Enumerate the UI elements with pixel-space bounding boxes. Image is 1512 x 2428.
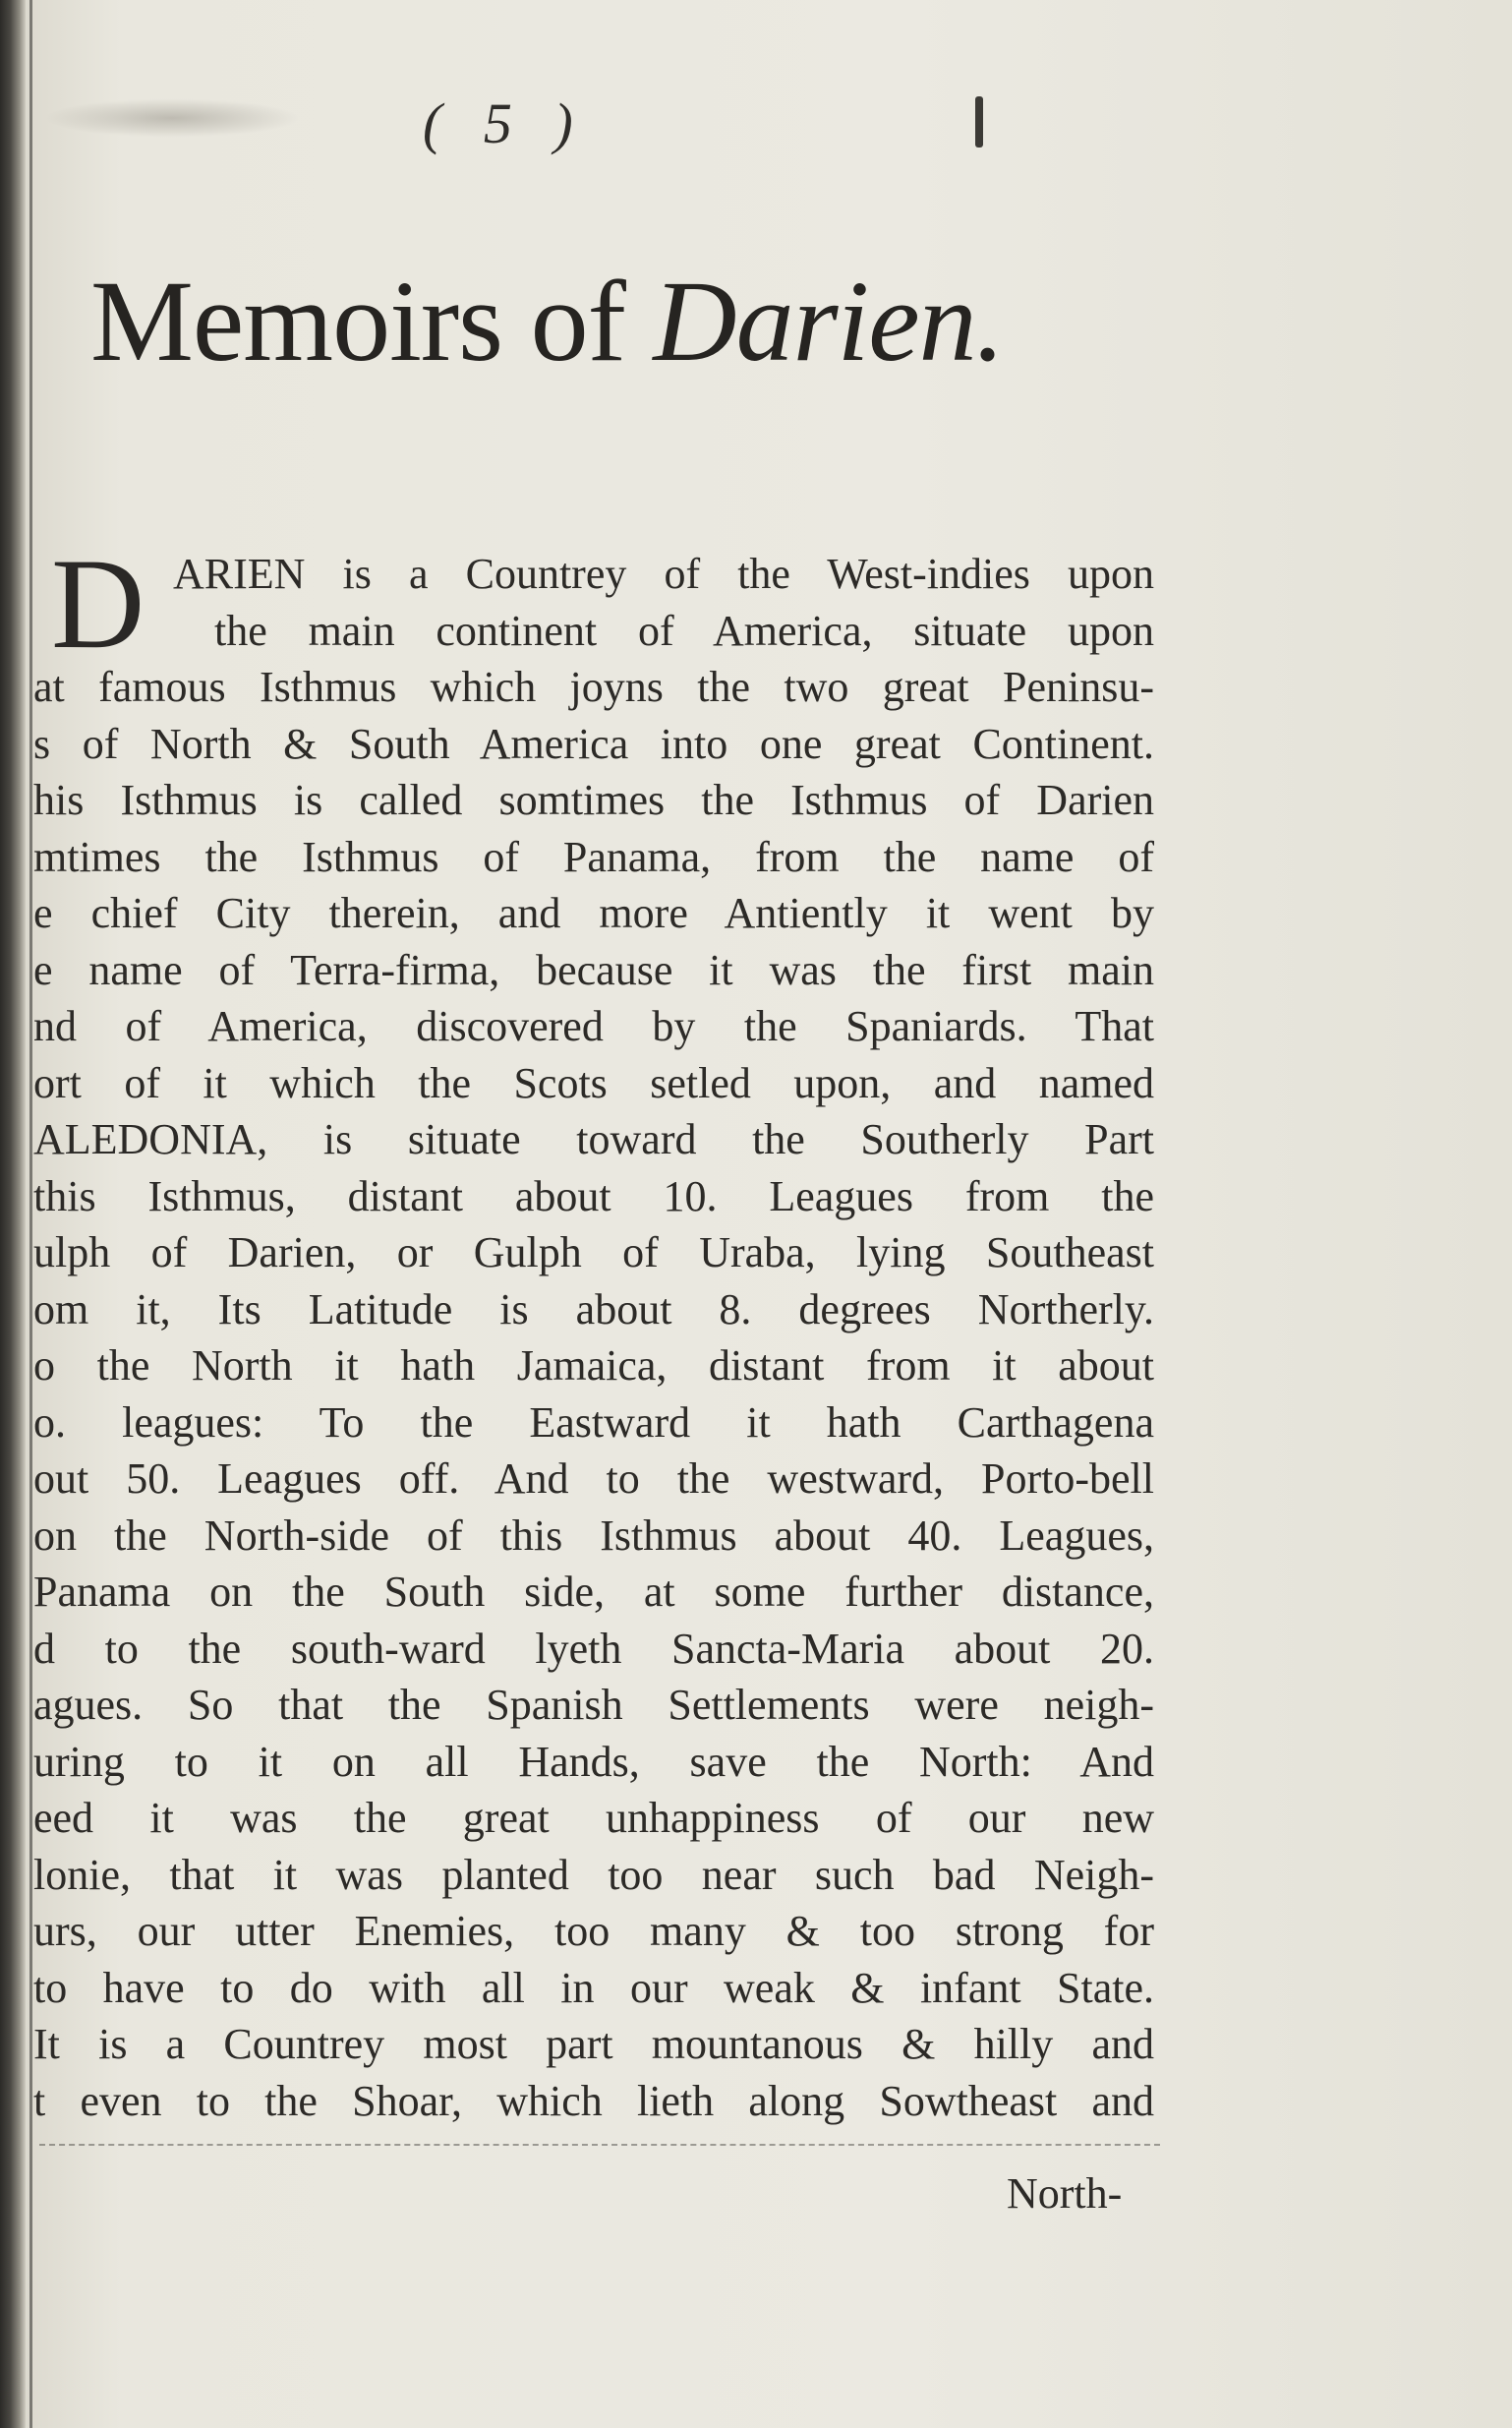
text-line: ort of it which the Scots setled upon, and named: [33, 1058, 1154, 1107]
page-number: ( 5 ): [423, 91, 587, 155]
text-line: e name of Terra-firma, because it was the first main: [33, 945, 1154, 994]
text-line: his Isthmus is called somtimes the Isthmus of Darien: [33, 776, 1154, 824]
text-line: this Isthmus, distant about 10. Leagues from the: [33, 1171, 1154, 1220]
binding-edge: [0, 0, 26, 2428]
text-line: eed it was the great unhappiness of our new: [33, 1794, 1154, 1842]
text-line: lonie, that it was planted too near such bad Neigh-: [33, 1850, 1154, 1899]
text-line: ARIEN is a Countrey of the West-indies upon: [173, 550, 1154, 598]
catchword: North-: [1007, 2169, 1123, 2218]
text-line: at famous Isthmus which joyns the two great Peninsu-: [33, 663, 1154, 711]
text-line: d to the south-ward lyeth Sancta-Maria about 20.: [33, 1624, 1154, 1673]
text-line: out 50. Leagues off. And to the westward, Porto-bell: [33, 1454, 1154, 1503]
text-line: ulph of Darien, or Gulph of Uraba, lying Southeast: [33, 1228, 1154, 1276]
text-line: t even to the Shoar, which lieth along Sowtheast and: [33, 2076, 1154, 2125]
text-line: on the North-side of this Isthmus about 40. Leagues,: [33, 1510, 1154, 1560]
text-line: urs, our utter Enemies, too many & too strong for: [33, 1907, 1154, 1955]
text-line: agues. So that the Spanish Settlements were neigh-: [33, 1681, 1154, 1729]
text-line: o. leagues: To the Eastward it hath Carthagena: [33, 1397, 1154, 1447]
text-line: to have to do with all in our weak & infant State.: [33, 1963, 1154, 2012]
text-line: mtimes the Isthmus of Panama, from the name of: [33, 832, 1154, 881]
text-line: ALEDONIA, is situate toward the Southerly Part: [33, 1115, 1154, 1163]
text-line: om it, Its Latitude is about 8. degrees Northerly.: [33, 1284, 1154, 1333]
title-italic: Darien.: [653, 257, 1005, 385]
text-line: It is a Countrey most part mountanous & hilly and: [33, 2020, 1154, 2068]
body-text: [33, 546, 1154, 2129]
text-line: Panama on the South side, at some further distance,: [33, 1568, 1154, 1616]
text-line: e chief City therein, and more Antiently it went by: [33, 889, 1154, 937]
binding-line: [29, 0, 32, 2428]
bottom-rule: [39, 2144, 1160, 2146]
title-plain: Memoirs of: [90, 257, 654, 385]
corner-mark: [975, 96, 983, 148]
page-title: [90, 257, 1005, 385]
drop-cap: D: [51, 531, 145, 676]
ink-smudge: [44, 98, 300, 138]
text-line: s of North & South America into one great Continent.: [33, 719, 1154, 768]
text-line: the main continent of America, situate upon: [214, 606, 1154, 655]
text-line: o the North it hath Jamaica, distant from it about: [33, 1341, 1154, 1390]
text-line: uring to it on all Hands, save the North: And: [33, 1737, 1154, 1786]
text-line: nd of America, discovered by the Spaniards. That: [33, 1002, 1154, 1050]
